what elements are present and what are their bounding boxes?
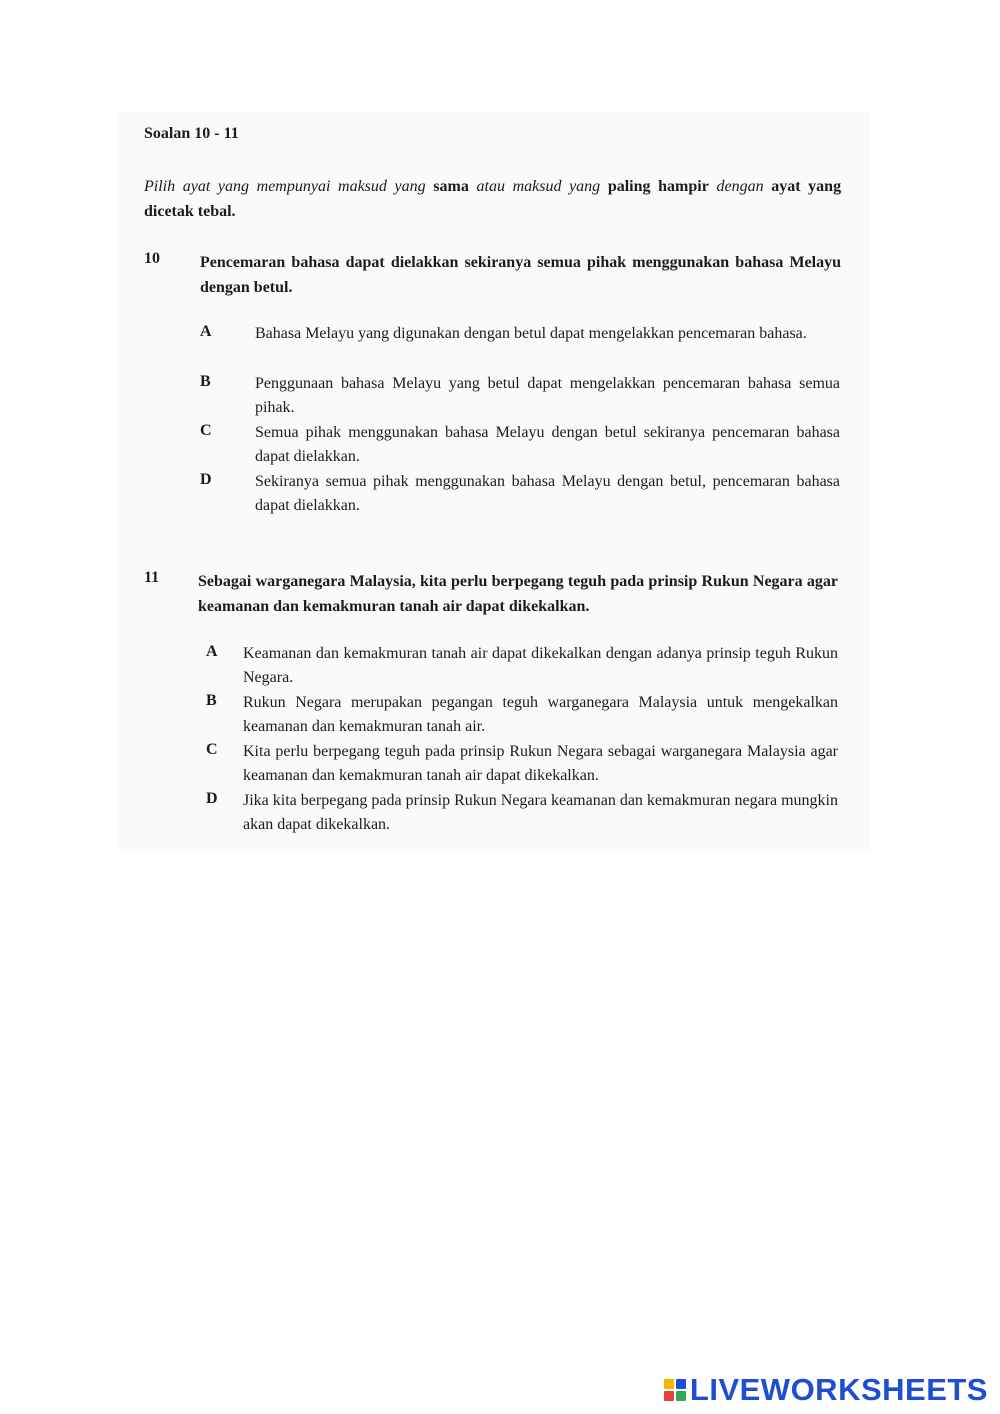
liveworksheets-wordmark: LIVEWORKSHEETS <box>689 1372 988 1407</box>
question-10-stem: Pencemaran bahasa dapat dielakkan sekiranya semua pihak menggunakan bahasa Melayu dengan betul. <box>200 254 841 296</box>
question-11-option-c-text[interactable]: Kita perlu berpegang teguh pada prinsip Rukun Negara sebagai warganegara Malaysia agar keamanan dan kemakmuran tanah air dapat dikekalkan. <box>243 743 838 784</box>
logo-cell <box>676 1391 686 1401</box>
instruction-part-3: atau maksud yang <box>476 178 601 195</box>
question-10-option-b-text[interactable]: Penggunaan bahasa Melayu yang betul dapat mengelakkan pencemaran bahasa semua pihak. <box>255 375 840 416</box>
instruction-part-5: dengan <box>716 178 764 195</box>
section-heading: Soalan 10 - 11 <box>144 125 239 142</box>
question-10-option-d-text[interactable]: Sekiranya semua pihak menggunakan bahasa Melayu dengan betul, pencemaran bahasa dapat dielakkan. <box>255 473 840 514</box>
question-10-option-b-letter[interactable]: B <box>200 373 211 390</box>
question-11-number: 11 <box>144 569 160 586</box>
question-10-option-c-text[interactable]: Semua pihak menggunakan bahasa Melayu dengan betul sekiranya pencemaran bahasa dapat dielakkan. <box>255 424 840 465</box>
instruction-part-2: sama <box>433 178 469 195</box>
question-10-option-a-letter[interactable]: A <box>200 323 212 340</box>
question-11-option-b-letter[interactable]: B <box>206 692 217 709</box>
question-10-option-d-letter[interactable]: D <box>200 471 212 488</box>
question-11-option-d-text[interactable]: Jika kita berpegang pada prinsip Rukun Negara keamanan dan kemakmuran negara mungkin akan dapat dikekalkan. <box>243 792 838 833</box>
question-11-option-d-letter[interactable]: D <box>206 790 218 807</box>
question-11-option-a-letter[interactable]: A <box>206 643 218 660</box>
instruction-part-4: paling hampir <box>607 178 709 195</box>
liveworksheets-brand <box>664 1374 988 1405</box>
question-11-option-b-text[interactable]: Rukun Negara merupakan pegangan teguh warganegara Malaysia untuk mengekalkan keamanan dan kemakmuran tanah air. <box>243 694 838 735</box>
question-10-number: 10 <box>144 250 160 267</box>
liveworksheets-logo-icon <box>664 1379 686 1401</box>
instruction-part-6: ayat yang dicetak tebal. <box>144 178 842 220</box>
question-11-stem: Sebagai warganegara Malaysia, kita perlu berpegang teguh pada prinsip Rukun Negara agar keamanan dan kemakmuran tanah air dapat dikekalkan. <box>198 573 838 615</box>
logo-cell <box>664 1391 674 1401</box>
question-11-option-a-text[interactable]: Keamanan dan kemakmuran tanah air dapat dikekalkan dengan adanya prinsip teguh Rukun Negara. <box>243 645 838 686</box>
question-11-option-c-letter[interactable]: C <box>206 741 218 758</box>
instruction-part-1: Pilih ayat yang mempunyai maksud yang <box>144 178 426 195</box>
logo-cell <box>664 1379 674 1389</box>
logo-cell <box>676 1379 686 1389</box>
instruction-text <box>144 174 841 224</box>
question-10-option-c-letter[interactable]: C <box>200 422 212 439</box>
question-10-option-a-text[interactable]: Bahasa Melayu yang digunakan dengan betul dapat mengelakkan pencemaran bahasa. <box>255 325 807 342</box>
